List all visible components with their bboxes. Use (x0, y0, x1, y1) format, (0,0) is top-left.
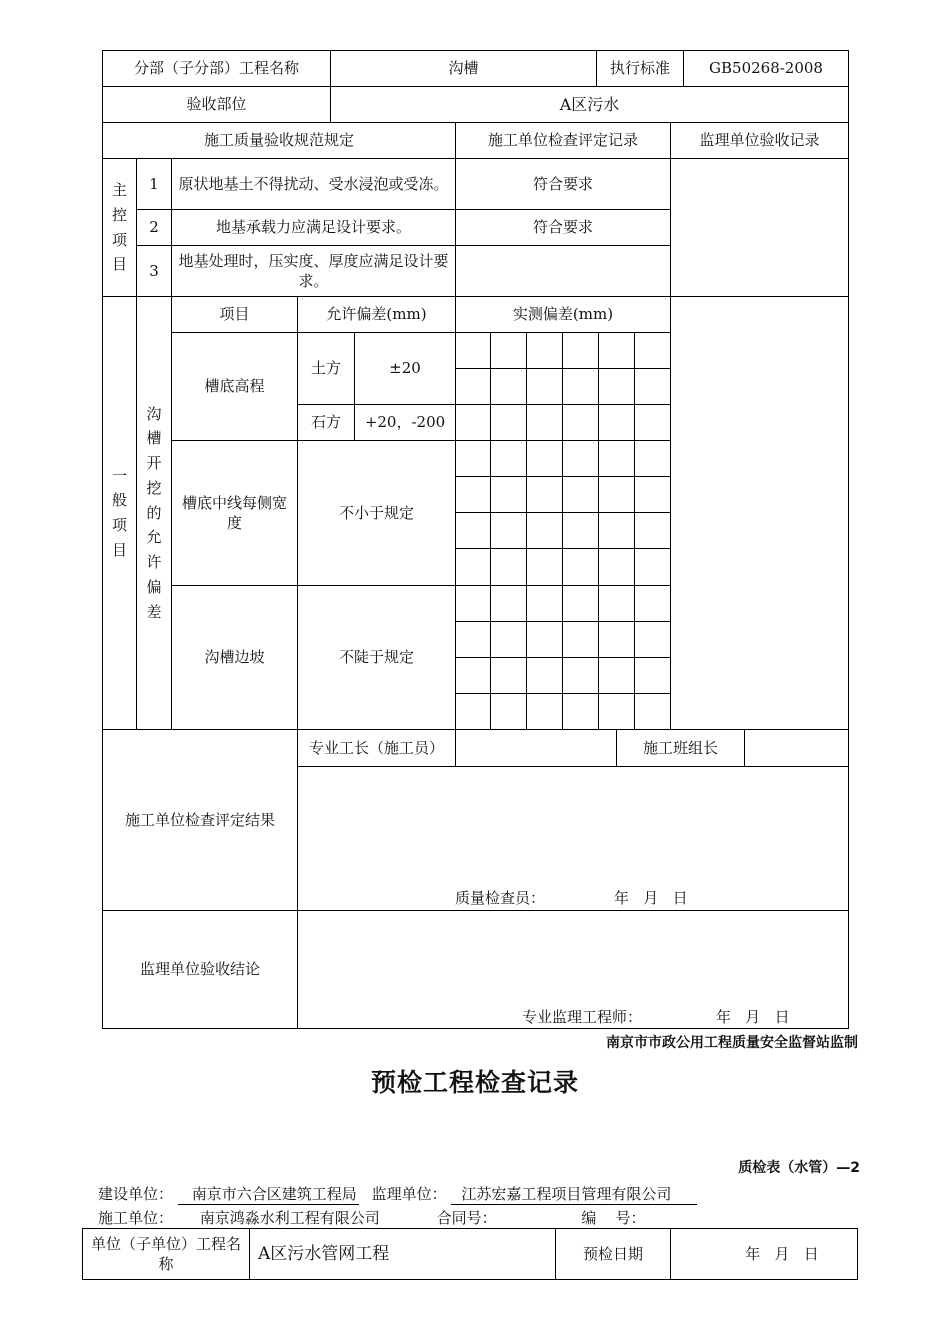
grid-rule (490, 332, 491, 730)
supervisor-record-header: 监理单位验收记录 (699, 131, 820, 150)
group-char: 项 (111, 230, 127, 249)
form-code: 质检表（水管）—2 (738, 1160, 860, 1176)
grid-rule (455, 621, 671, 622)
group-char: 一 (111, 466, 127, 485)
table-border (102, 1028, 849, 1029)
table-rule (670, 122, 671, 730)
contractor-value: 南京鸿淼水利工程有限公司 (178, 1209, 432, 1229)
grid-rule (455, 657, 671, 658)
standard-value: GB50268-2008 (709, 59, 823, 78)
group-char: 控 (111, 205, 127, 224)
trench-deviation-label (137, 297, 171, 729)
sub-char: 差 (146, 602, 162, 621)
sub-char: 偏 (146, 577, 162, 596)
table-border (82, 1279, 858, 1280)
group-char: 目 (111, 255, 127, 274)
item-number: 3 (149, 261, 159, 280)
quality-inspector-label: 质量检查员： (455, 889, 546, 907)
supervision-conclusion-label: 监理单位验收结论 (139, 960, 260, 979)
project-name-label: 分部（子分部）工程名称 (133, 59, 299, 78)
grid-rule (526, 332, 527, 730)
contract-number-label: 合同号： (437, 1209, 519, 1229)
group-char: 项 (111, 516, 127, 534)
sub-char: 槽 (146, 429, 162, 448)
engineer-date: 年 月 日 (716, 1008, 790, 1026)
col-item-header: 项目 (219, 305, 250, 324)
table-border (857, 1228, 858, 1280)
builder-value: 南京市六合区建筑工程局 (178, 1185, 359, 1205)
grid-rule (634, 332, 635, 730)
row-name: 沟槽边坡 (204, 648, 265, 667)
contractor-label: 施工单位： (98, 1209, 174, 1227)
team-leader-value-field[interactable] (745, 730, 848, 766)
item-text: 地基承载力应满足设计要求。 (215, 218, 411, 237)
grid-rule (455, 368, 671, 369)
location-label: 验收部位 (186, 95, 247, 114)
location-value: A区污水 (559, 94, 620, 114)
sub-char: 开 (146, 454, 162, 473)
sub-char: 挖 (146, 478, 162, 497)
sub-value: +20，-200 (364, 413, 446, 432)
standard-label: 执行标准 (609, 59, 670, 78)
team-leader-label: 施工班组长 (642, 738, 718, 757)
foreman-value-field[interactable] (456, 730, 616, 766)
grid-rule (562, 332, 563, 730)
contractor-result-label: 施工单位检查评定结果 (124, 810, 275, 829)
precheck-date-value: 年 月 日 (745, 1244, 819, 1263)
group-char: 主 (111, 181, 127, 199)
sub-type: 土方 (310, 359, 341, 378)
project-name-value: 沟槽 (448, 59, 479, 78)
sub-char: 的 (146, 503, 162, 522)
page-title: 预检工程检查记录 (370, 1068, 579, 1097)
item-text: 原状地基土不得扰动、受水浸泡或受冻。 (178, 174, 449, 193)
item-text: 地基处理时，压实度、厚度应满足设计要求。 (178, 251, 449, 290)
group-char: 目 (111, 540, 127, 559)
contractor-line (98, 1207, 651, 1228)
sub-type: 石方 (310, 413, 341, 432)
row-value: 不小于规定 (338, 503, 414, 522)
precheck-date-label: 预检日期 (582, 1244, 643, 1263)
sub-char: 沟 (146, 404, 162, 423)
item-number: 1 (149, 174, 159, 193)
grid-rule (598, 332, 599, 730)
row-value: 不陡于规定 (338, 648, 414, 667)
inspector-date: 年 月 日 (614, 889, 688, 907)
unit-name-value: A区污水管网工程 (258, 1243, 390, 1264)
builder-line (98, 1183, 697, 1204)
builder-label: 建设单位： (98, 1185, 174, 1203)
supervising-engineer-label: 专业监理工程师： (522, 1008, 643, 1026)
grid-rule (455, 512, 671, 513)
row-name: 槽底高程 (204, 377, 265, 396)
table-rule (297, 766, 849, 767)
sub-char: 允 (146, 528, 162, 547)
main-control-group-label (103, 159, 136, 296)
supervisor-unit-label: 监理单位： (371, 1185, 447, 1203)
group-char: 般 (111, 491, 127, 510)
grid-rule (455, 693, 671, 694)
issuer-note: 南京市市政公用工程质量安全监督站监制 (606, 1035, 858, 1051)
unit-name-label: 单位（子单位）工程名称 (91, 1234, 242, 1273)
item-result: 符合要求 (532, 218, 593, 237)
col-measured-header: 实测偏差(mm) (512, 305, 614, 324)
col-allow-header: 允许偏差(mm) (326, 305, 427, 324)
grid-rule (455, 476, 671, 477)
sub-value: ±20 (389, 359, 421, 378)
item-result (456, 246, 670, 296)
supervisor-unit-value: 江苏宏嘉工程项目管理有限公司 (451, 1185, 697, 1205)
table-border (848, 50, 849, 1029)
grid-rule (455, 548, 671, 549)
foreman-label: 专业工长（施工员） (308, 738, 444, 757)
contractor-record-header: 施工单位检查评定记录 (487, 131, 638, 150)
spec-column-header: 施工质量验收规范规定 (203, 131, 354, 150)
sub-char: 许 (146, 553, 162, 572)
general-group-label (103, 297, 136, 729)
serial-number-label: 编 号： (523, 1209, 651, 1229)
row-name: 槽底中线每侧宽度 (182, 493, 288, 532)
item-number: 2 (149, 218, 159, 237)
item-result: 符合要求 (532, 174, 593, 193)
